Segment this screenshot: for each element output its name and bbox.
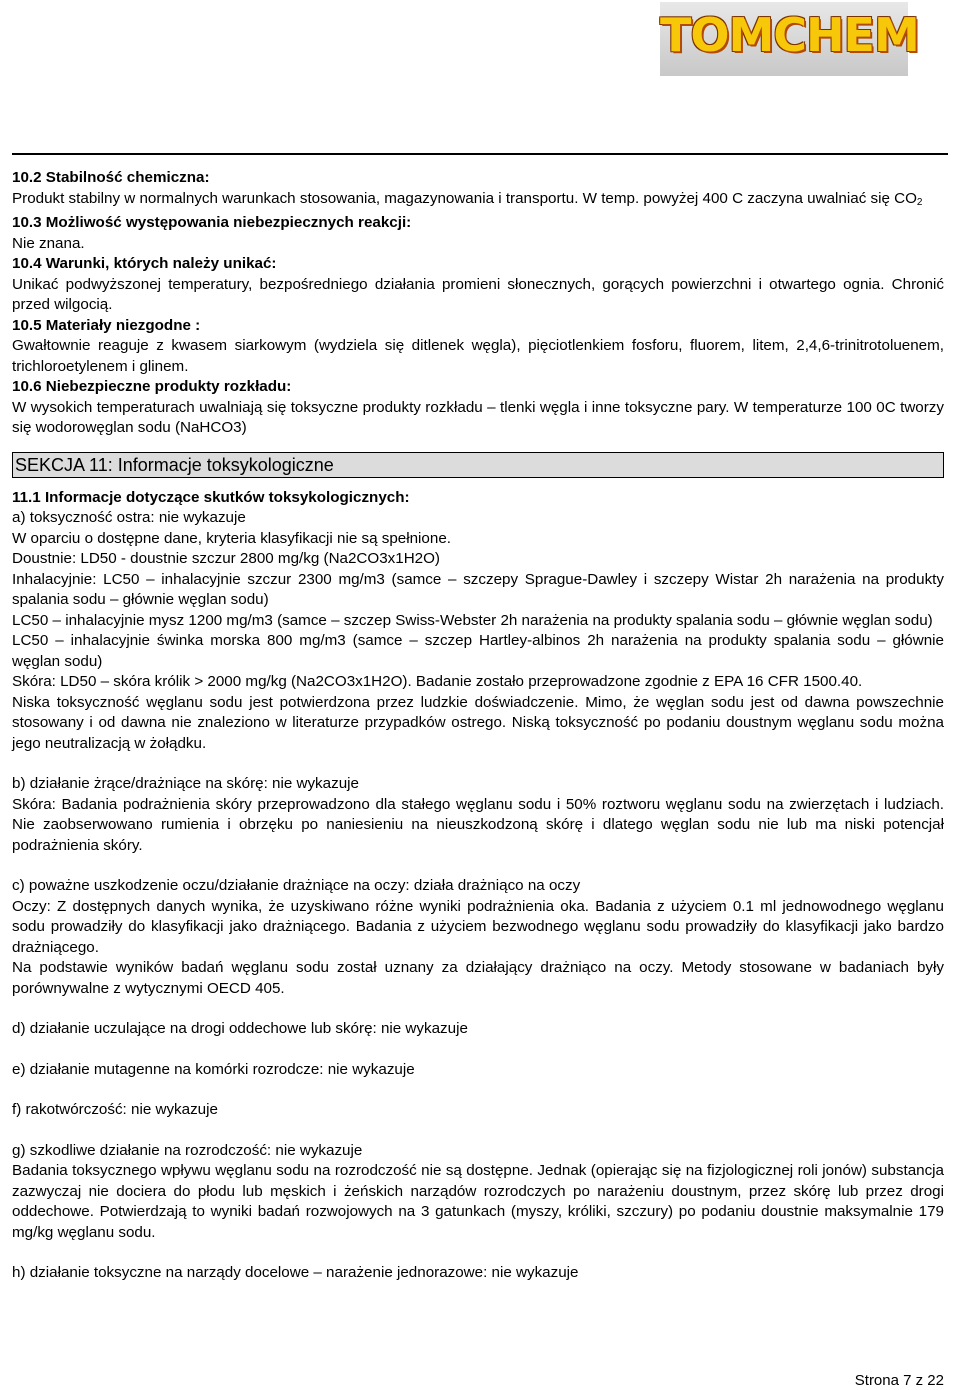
tox-g-text: Badania toksycznego wpływu węglanu sodu na rozrodczość nie są dostępne. Jednak (opierając się na fizjologicznej roli jonów) substancja zazwyczaj nie dociera do płodu lub męskich i żeńskich narządów rozrodczych po narażeniu doustnym, przez skórę lub przez drogi oddechowe. Potwierdzają to wyniki badań rozwojowych na 3 gatunkach (myszy, króliki, szczury) po podaniu doustnie maksymalnie 179 mg/kg węglanu sodu.	[12, 1162, 944, 1241]
text-10-2: Produkt stabilny w normalnych warunkach stosowania, magazynowania i transportu. W temp. powyżej 400 C zaczyna uwalniać się $CO_2$	[12, 189, 923, 208]
tox-h-title: h) działanie toksyczne na narządy docelowe – narażenie jednorazowe: nie wykazuje	[12, 1264, 579, 1281]
tox-a-text: LC50 – inhalacyjnie świnka morska 800 mg/m3 (samce – szczep Hartley-albinos 2h narażenia na produkty spalania sodu – głównie węglan sodu)	[12, 632, 944, 670]
header-divider	[12, 153, 948, 155]
text-10-6: W wysokich temperaturach uwalniają się toksyczne produkty rozkładu – tlenki węgla i inne toksyczne pary. W temperaturze 100 0C tworzy się wodorowęglan sodu (NaHCO3)	[12, 398, 944, 436]
document-type-title: KARTA CHARAKTERYSTYKI	[12, 8, 288, 30]
tox-b-title: b) działanie żrące/drażniące na skórę: nie wykazuje	[12, 775, 359, 792]
document-body	[12, 168, 944, 1284]
tox-c-title: c) poważne uszkodzenie oczu/działanie drażniące na oczy: działa drażniąco na oczy	[12, 877, 581, 894]
spacer	[12, 1080, 944, 1100]
tox-c-text: Oczy: Z dostępnych danych wynika, że uzyskiwano różne wyniki podrażnienia oka. Badania z użyciem 0.1 ml jednowodnego węglanu sodu prowadziły do klasyfikacji jako drażniącego. Badania z użyciem bezwodnego węglanu sodu prowadziły do klasyfikacji jako bardzo drażniącego.	[12, 897, 944, 956]
tox-e-title: e) działanie mutagenne na komórki rozrodcze: nie wykazuje	[12, 1060, 415, 1078]
spacer	[12, 1243, 944, 1263]
spacer	[12, 856, 944, 876]
heading-10-3: 10.3 Możliwość występowania niebezpiecznych reakcji:	[12, 214, 412, 231]
issue-date: Data wydania 01.12.2010	[12, 87, 171, 103]
version: Wersja PL: 4.0	[12, 106, 104, 122]
text-10-5: Gwałtownie reaguje z kwasem siarkowym (wydziela się ditlenek węgla), pięciotlenkiem fosforu, fluorem, litem, 2,4,6-trinitrotoluenem, trichloroetylenem i glinem.	[12, 337, 944, 375]
heading-10-6: 10.6 Niebezpieczne produkty rozkładu:	[12, 378, 292, 395]
tox-b-text: Skóra: Badania podrażnienia skóry przeprowadzono dla stałego węglanu sodu i 50% roztworu węglanu sodu na zwierzętach i ludziach. Nie zaobserwowano rumienia i obrzęku po naniesieniu na nieuszkodzoną skórę i dlatego węglan sodu nie lub ma niski potencjał podrażnienia skóry.	[12, 795, 944, 854]
spacer	[12, 478, 944, 488]
text-10-3: Nie znana.	[12, 234, 85, 252]
section-11-banner: SEKCJA 11: Informacje toksykologiczne	[12, 452, 944, 478]
company-logo	[660, 2, 919, 76]
update-date: Data aktualizacji: 30.01.2015	[762, 87, 942, 103]
spacer	[12, 1121, 944, 1141]
heading-11-1: 11.1 Informacje dotyczące skutków toksykologicznych:	[12, 488, 410, 506]
logo-wordmark: TOMCHEM	[660, 8, 919, 62]
tox-a-text: LC50 – inhalacyjnie mysz 1200 mg/m3 (samce – szczep Swiss-Webster 2h narażenia na produkty spalania sodu – głównie węglan sodu)	[12, 611, 933, 629]
spacer	[12, 999, 944, 1019]
tox-a-text: Skóra: LD50 – skóra królik > 2000 mg/kg (Na2CO3x1H2O). Badanie zostało przeprowadzone zgodnie z EPA 16 CFR 1500.40.	[12, 673, 863, 690]
heading-10-5: 10.5 Materiały niezgodne :	[12, 316, 201, 334]
tox-c-text: Na podstawie wyników badań węglanu sodu został uznany za działający drażniąco na oczy. Metody stosowane w badaniach były porównywalne z wytycznymi OECD 405.	[12, 959, 944, 997]
page-number: Strona 7 z 22	[854, 1372, 944, 1389]
tox-a-text: Niska toksyczność węglanu sodu jest potwierdzona przez ludzkie doświadczenie. Mimo, że węglan sodu jest od dawna powszechnie stosowany i od dawna nie znaleziono w literaturze przypadków ostrego. Niską toksyczność po podaniu doustnym węglanu sodu można jego neutralizacją w żołądku.	[12, 693, 944, 752]
tox-f-title: f) rakotwórczość: nie wykazuje	[12, 1101, 218, 1118]
heading-10-4: 10.4 Warunki, których należy unikać:	[12, 255, 277, 272]
tox-a-text: Inhalacyjnie: LC50 – inhalacyjnie szczur 2300 mg/m3 (samce – szczepy Sprague-Dawley i szczepy Wistar 2h narażenia na produkty spalania sodu – głównie węglan sodu)	[12, 570, 944, 608]
tox-g-title: g) szkodliwe działanie na rozrodczość: nie wykazuje	[12, 1141, 363, 1159]
tox-a-text: Doustnie: LD50 - doustnie szczur 2800 mg/kg (Na2CO3x1H2O)	[12, 550, 440, 567]
text-10-4: Unikać podwyższonej temperatury, bezpośredniego działania promieni słonecznych, gorących powierzchni i otwartego ognia. Chronić przed wilgocią.	[12, 275, 944, 313]
document-header	[0, 0, 960, 160]
spacer	[12, 1040, 944, 1060]
spacer	[12, 754, 944, 774]
tox-a-text: W oparciu o dostępne dane, kryteria klasyfikacji nie są spełnione.	[12, 529, 451, 547]
tox-d-title: d) działanie uczulające na drogi oddechowe lub skórę: nie wykazuje	[12, 1020, 468, 1037]
reach-compliance-note: Karta Charakterystyki jest zgodna z Rozporządzeniem WE 1907/2006 z 18.12.2006 – REACH oraz 453/2010 z 20.05.2010r.	[78, 132, 816, 147]
heading-10-2: 10.2 Stabilność chemiczna:	[12, 169, 210, 186]
product-name: WĘGLAN SODU LEKKI gat. E	[12, 52, 332, 78]
tox-a-title: a) toksyczność ostra: nie wykazuje	[12, 509, 246, 526]
